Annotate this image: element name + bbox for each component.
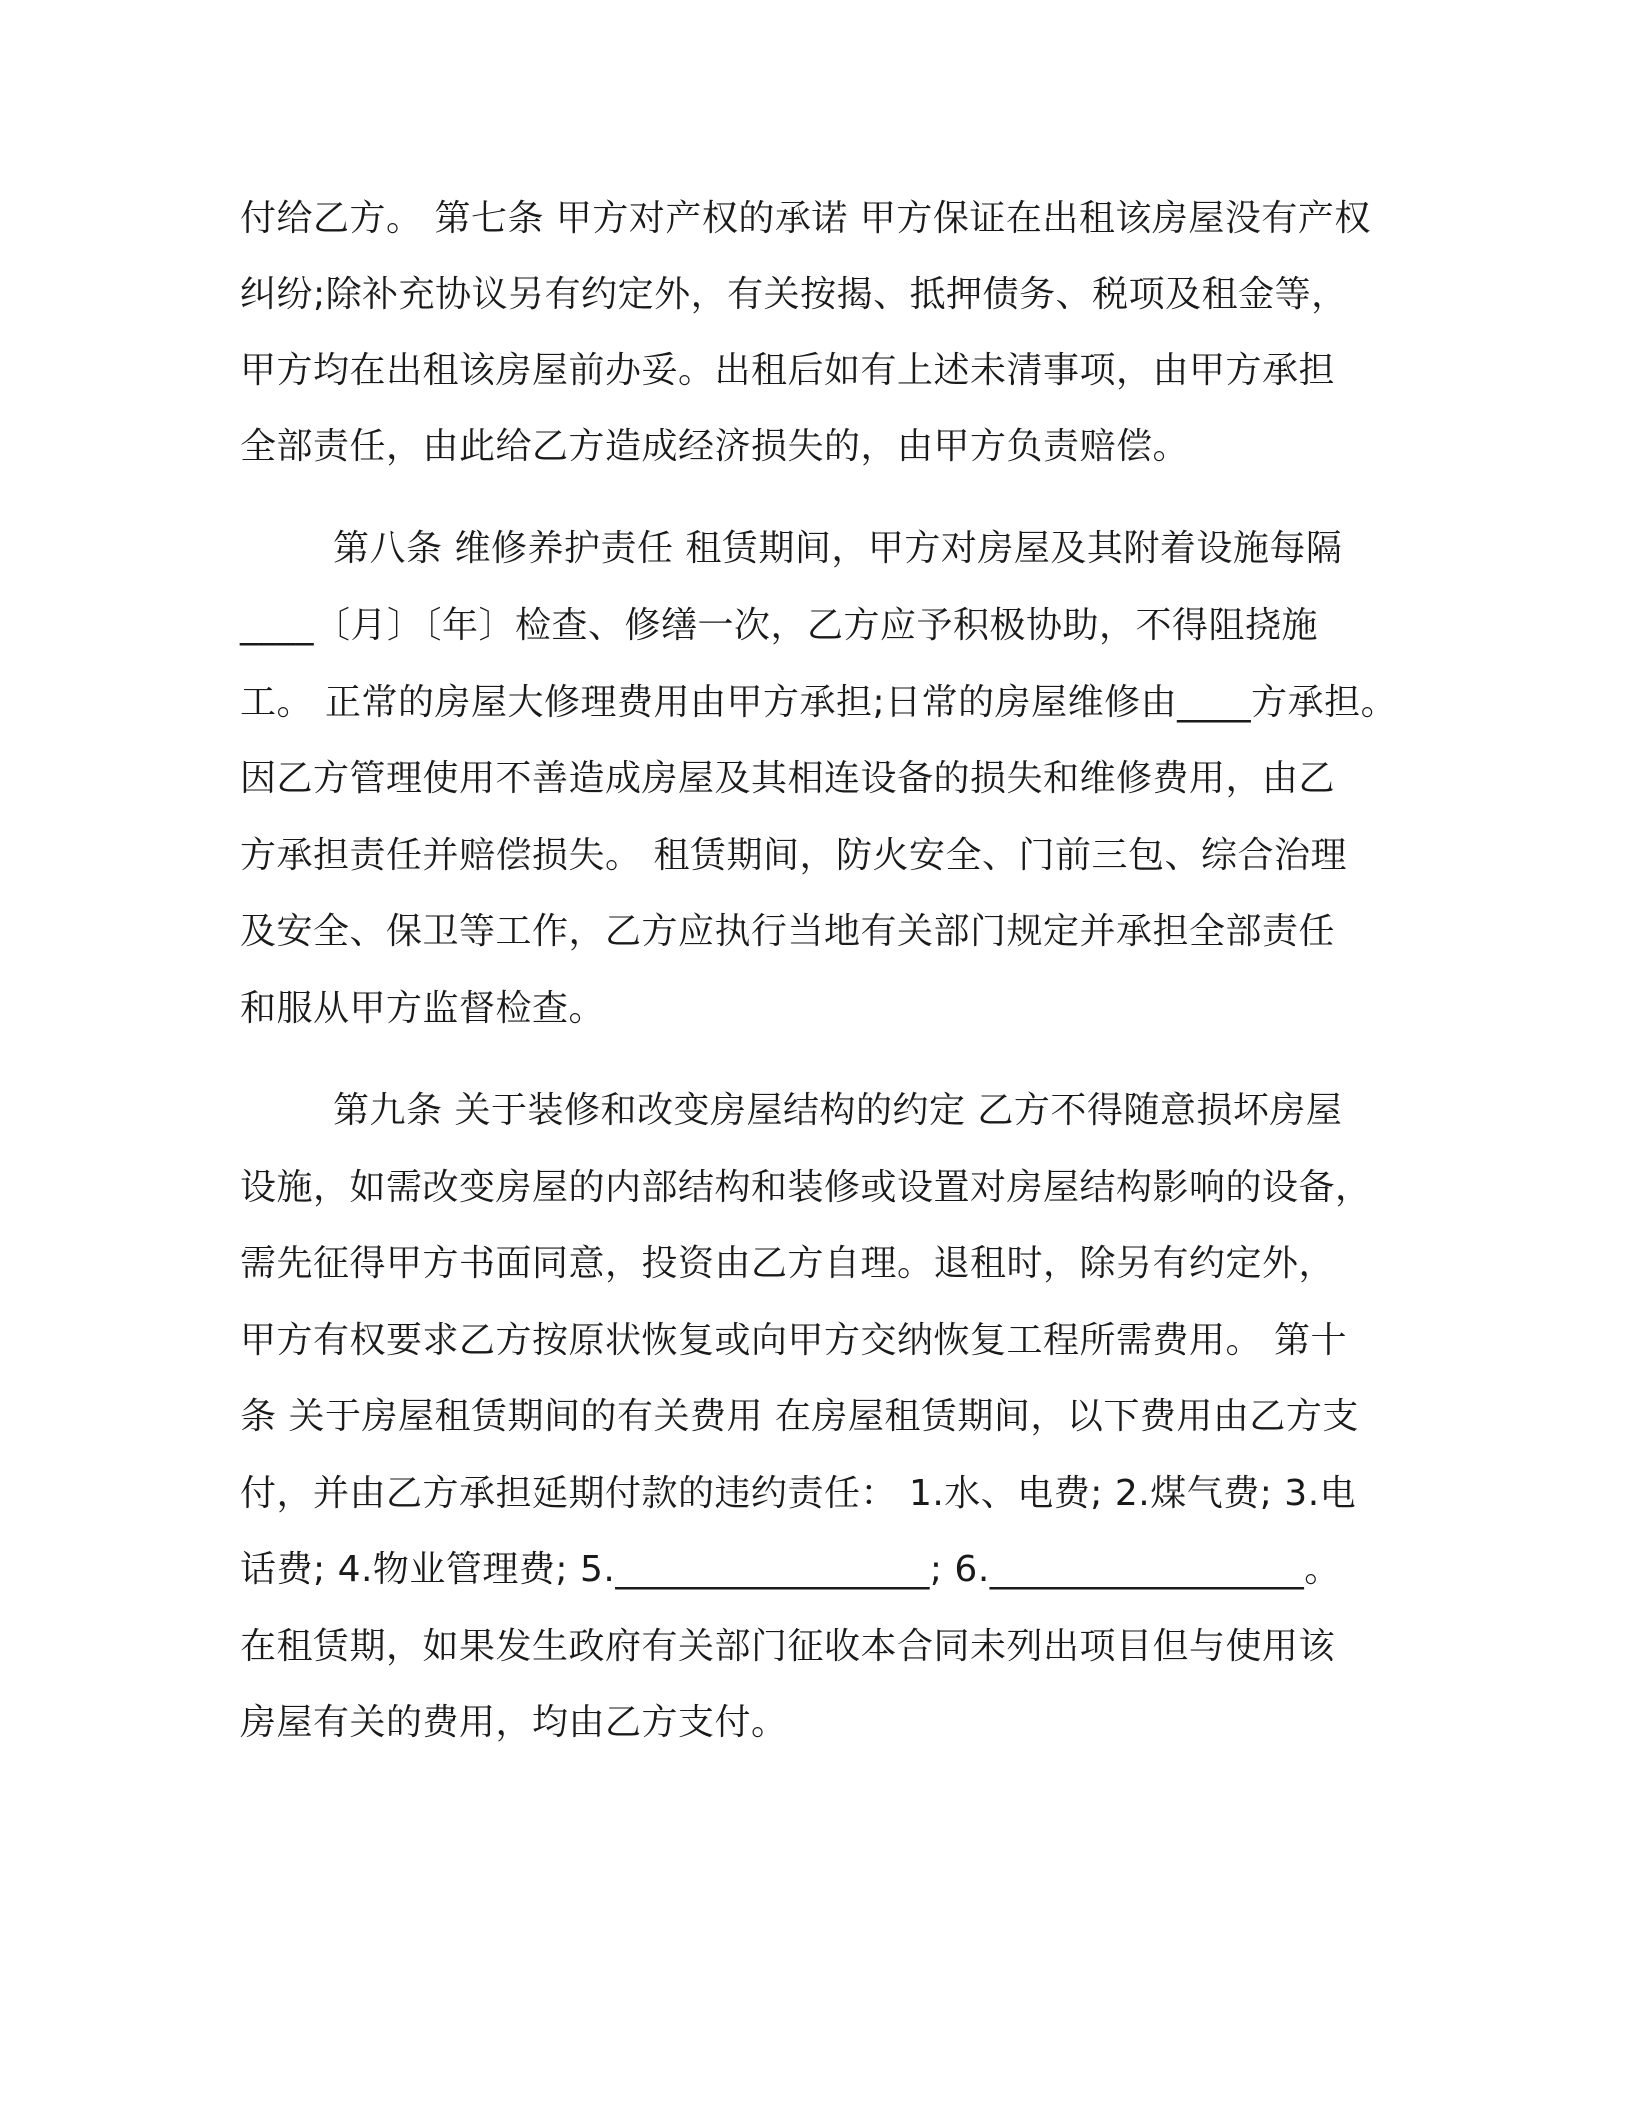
text-line: 方承担责任并赔偿损失。 租赁期间，防火安全、门前三包、综合治理	[240, 835, 1347, 876]
text-line: 条 关于房屋租赁期间的有关费用 在房屋租赁期间，以下费用由乙方支	[240, 1396, 1359, 1437]
paragraph-first-line: 第八条 维修养护责任 租赁期间，甲方对房屋及其附着设施每隔	[333, 528, 1343, 569]
text-line: 需先征得甲方书面同意，投资由乙方自理。退租时，除另有约定外，	[240, 1243, 1336, 1284]
text-line: 纠纷;除补充协议另有约定外，有关按揭、抵押债务、税项及租金等，	[240, 274, 1348, 315]
text-line: 在租赁期，如果发生政府有关部门征收本合同未列出项目但与使用该	[240, 1626, 1336, 1667]
text-line: 付，并由乙方承担延期付款的违约责任： 1.水、电费; 2.煤气费; 3.电	[240, 1473, 1357, 1514]
text-line: 甲方有权要求乙方按原状恢复或向甲方交纳恢复工程所需费用。 第十	[240, 1320, 1347, 1361]
text-line: 全部责任，由此给乙方造成经济损失的，由甲方负责赔偿。	[240, 426, 1190, 467]
paragraph-first-line: 第九条 关于装修和改变房屋结构的约定 乙方不得随意损坏房屋	[333, 1090, 1343, 1131]
text-line: ____〔月〕〔年〕检查、修缮一次，乙方应予积极协助，不得阻挠施	[240, 605, 1319, 646]
text-line: 和服从甲方监督检查。	[240, 988, 606, 1029]
text-line: 因乙方管理使用不善造成房屋及其相连设备的损失和维修费用，由乙	[240, 758, 1336, 799]
text-line: 房屋有关的费用，均由乙方支付。	[240, 1702, 788, 1743]
text-line: 设施，如需改变房屋的内部结构和装修或设置对房屋结构影响的设备，	[240, 1167, 1372, 1208]
text-line: 付给乙方。 第七条 甲方对产权的承诺 甲方保证在出租该房屋没有产权	[240, 198, 1371, 239]
text-line: 及安全、保卫等工作，乙方应执行当地有关部门规定并承担全部责任	[240, 911, 1336, 952]
text-line: 话费; 4.物业管理费; 5._________________; 6._________________。	[240, 1549, 1341, 1590]
text-line: 甲方均在出租该房屋前办妥。出租后如有上述未清事项，由甲方承担	[240, 350, 1336, 391]
text-line: 工。 正常的房屋大修理费用由甲方承担;日常的房屋维修由____方承担。	[240, 682, 1398, 723]
